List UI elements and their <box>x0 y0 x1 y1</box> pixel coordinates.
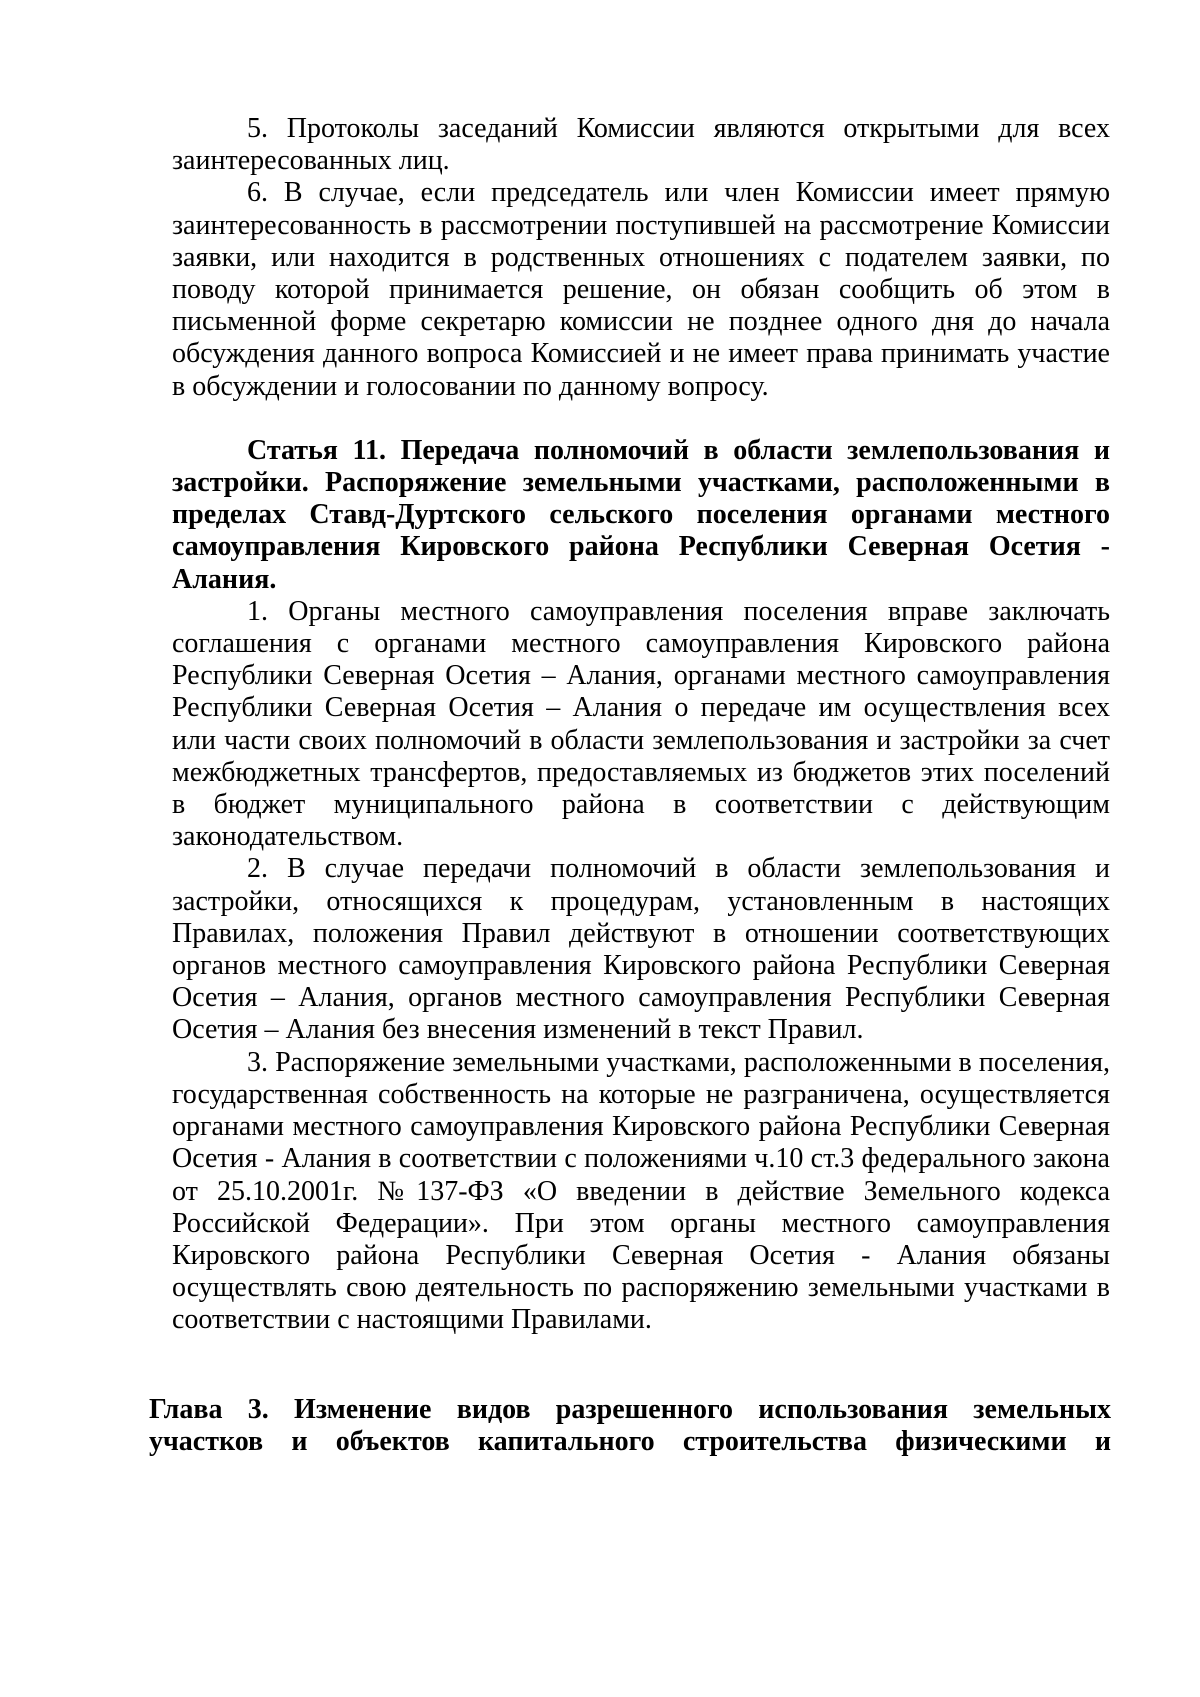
article-11-item-3: 3. Распоряжение земельными участками, расположенными в поселения, государственная собственность на которые не разграничена, осуществляется органами местного самоуправления Кировского района Республики Северная Осетия - Алания в соответствии с положениями ч.10 ст.3 федерального закона от 25.10.2001г. №137-ФЗ «О введении в действие Земельного кодекса Российской Федерации». При этом органы местного самоуправления Кировского района Республики Северная Осетия - Алания обязаны осуществлять свою деятельность по распоряжению земельными участками в соответствии с настоящими Правилами. <box>172 1046 1110 1336</box>
article-11-item-2: 2. В случае передачи полномочий в области землепользования и застройки, относящихся к процедурам, установленным в настоящих Правилах, положения Правил действуют в отношении соответствующих органов местного самоуправления Кировского района Республики Северная Осетия – Алания, органов местного самоуправления Республики Северная Осетия – Алания без внесения изменений в текст Правил. <box>172 853 1110 1046</box>
paragraph-protocols: 5. Протоколы заседаний Комиссии являются открытыми для всех заинтересованных лиц. <box>172 113 1110 177</box>
document-body <box>172 113 1110 1337</box>
article-11-item-1: 1. Органы местного самоуправления поселения вправе заключать соглашения с органами местного самоуправления Кировского района Республики Северная Осетия – Алания, органами местного самоуправления Республики Северная Осетия – Алания о передаче им осуществления всех или части своих полномочий в области землепользования и застройки за счет межбюджетных трансфертов, предоставляемых из бюджетов этих поселений в бюджет муниципального района в соответствии с действующим законодательством. <box>172 595 1110 853</box>
article-11-heading: Статья 11. Передача полномочий в области землепользования и застройки. Распоряжение земельными участками, расположенными в пределах Ставд-Дуртского сельского поселения органами местного самоуправления Кировского района Республики Северная Осетия - Алания. <box>172 434 1110 595</box>
chapter-3-heading: Глава 3. Изменение видов разрешенного использования земельных участков и объектов капитального строительства физическими и <box>149 1394 1111 1458</box>
paragraph-conflict-of-interest: 6. В случае, если председатель или член Комиссии имеет прямую заинтересованность в рассмотрении поступившей на рассмотрение Комиссии заявки, или находится в родственных отношениях с подателем заявки, по поводу которой принимается решение, он обязан сообщить об этом в письменной форме секретарю комиссии не позднее одного дня до начала обсуждения данного вопроса Комиссией и не имеет права принимать участие в обсуждении и голосовании по данному вопросу. <box>172 177 1110 402</box>
